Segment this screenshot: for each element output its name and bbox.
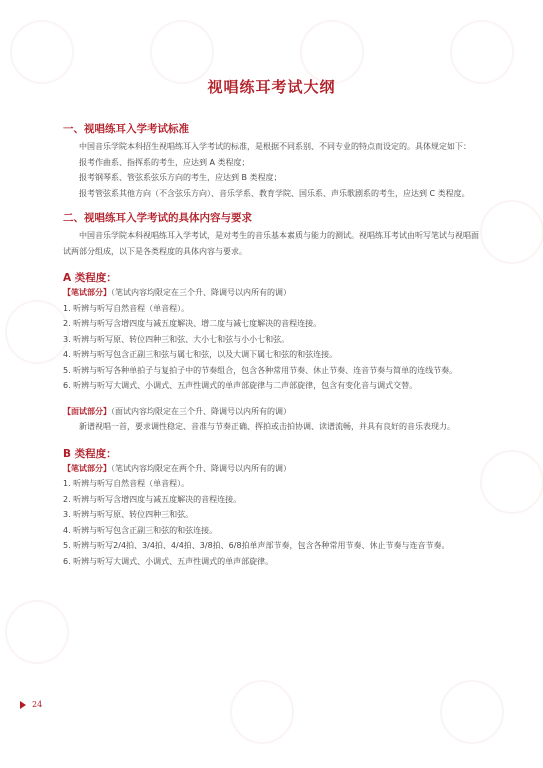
paragraph: 报考钢琴系、管弦系弦乐方向的考生，应达到 B 类程度；	[79, 173, 282, 182]
list-item: 5. 听辨与听写各种单拍子与复拍子中的节奏组合，包含各种常用节奏、休止节奏、连音节奏与简单的连线节奏。	[63, 365, 458, 375]
list-item: 3. 听辨与听写原、转位四种三和弦。	[63, 510, 194, 519]
section-heading: 一、视唱练耳入学考试标准	[63, 123, 189, 135]
list-item: 2. 听辨与听写含增四度与减五度解决、增二度与减七度解决的音程连接。	[63, 319, 322, 328]
watermark-seal	[480, 200, 543, 264]
list-item: 6. 听辨与听写大调式、小调式、五声性调式的单声部旋律与二声部旋律，包含有变化音与调式交替。	[63, 381, 418, 390]
document-body	[63, 122, 481, 569]
level-heading: A 类程度：	[63, 272, 117, 284]
written-note: （笔试内容均限定在两个升、降调号以内所有的调）	[111, 463, 291, 473]
list-item: 5. 听辨与听写2/4拍、3/4拍、4/4拍、3/8拍、6/8拍单声部节奏，包含各种常用节奏、休止节奏与连音节奏。	[63, 541, 450, 550]
paragraph: 新谱视唱一首，要求调性稳定、音准与节奏正确、挥拍或击拍协调、读谱流畅，并具有良好的音乐表现力。	[79, 422, 455, 431]
watermark-seal	[450, 20, 514, 84]
list-item: 6. 听辨与听写大调式、小调式、五声性调式的单声部旋律。	[63, 556, 274, 566]
watermark-seal	[10, 20, 74, 84]
watermark-seal	[300, 20, 364, 84]
page-title: 视唱练耳考试大纲	[207, 78, 336, 96]
written-label: 【笔试部分】	[63, 288, 111, 297]
list-item: 1. 听辨与听写自然音程（单音程）。	[63, 303, 190, 313]
paragraph: 中国音乐学院本科招生视唱练耳入学考试的标准，是根据不同系别、不同专业的特点而设定的。具体规定如下：	[79, 142, 471, 151]
list-item: 4. 听辨与听写包含正副三和弦的和弦连接。	[63, 525, 218, 535]
paragraph: 报考管弦系其他方向（不含弦乐方向）、音乐学系、教育学院、国乐系、声乐歌剧系的考生，应达到 C 类程度。	[79, 188, 470, 198]
watermark-seal	[5, 600, 69, 664]
section-heading: 二、视唱练耳入学考试的具体内容与要求	[63, 212, 252, 224]
paragraph: 报考作曲系、指挥系的考生，应达到 A 类程度；	[79, 157, 250, 167]
written-label: 【笔试部分】	[63, 463, 111, 473]
list-item: 1. 听辨与听写自然音程（单音程）。	[63, 479, 190, 488]
page-number: 24	[32, 700, 43, 709]
written-part-header	[63, 461, 481, 477]
oral-note: （面试内容均限定在三个升、降调号以内所有的调）	[111, 406, 291, 416]
written-note: （笔试内容均限定在三个升、降调号以内所有的调）	[111, 288, 291, 297]
oral-part-header	[63, 404, 481, 420]
triangle-marker-icon	[20, 701, 26, 709]
oral-label: 【面试部分】	[63, 406, 111, 416]
watermark-seal	[440, 680, 504, 744]
page-footer	[20, 700, 42, 709]
list-item: 4. 听辨与听写包含正副三和弦与属七和弦，以及大调下属七和弦的和弦连接。	[63, 350, 338, 359]
watermark-seal	[230, 680, 294, 744]
list-item: 2. 听辨与听写含增四度与减五度解决的音程连接。	[63, 494, 242, 504]
watermark-seal	[480, 450, 543, 514]
written-part-header	[63, 285, 481, 301]
list-item: 3. 听辨与听写原、转位四种三和弦、大小七和弦与小小七和弦。	[63, 334, 290, 344]
level-heading: B 类程度：	[63, 447, 117, 460]
watermark-seal	[150, 20, 214, 84]
watermark-seal	[5, 300, 69, 364]
paragraph: 中国音乐学院本科视唱练耳入学考试，是对考生的音乐基本素质与能力的测试。视唱练耳考试由听写笔试与视唱面试两部分组成，以下是各类程度的具体内容与要求。	[63, 231, 479, 256]
